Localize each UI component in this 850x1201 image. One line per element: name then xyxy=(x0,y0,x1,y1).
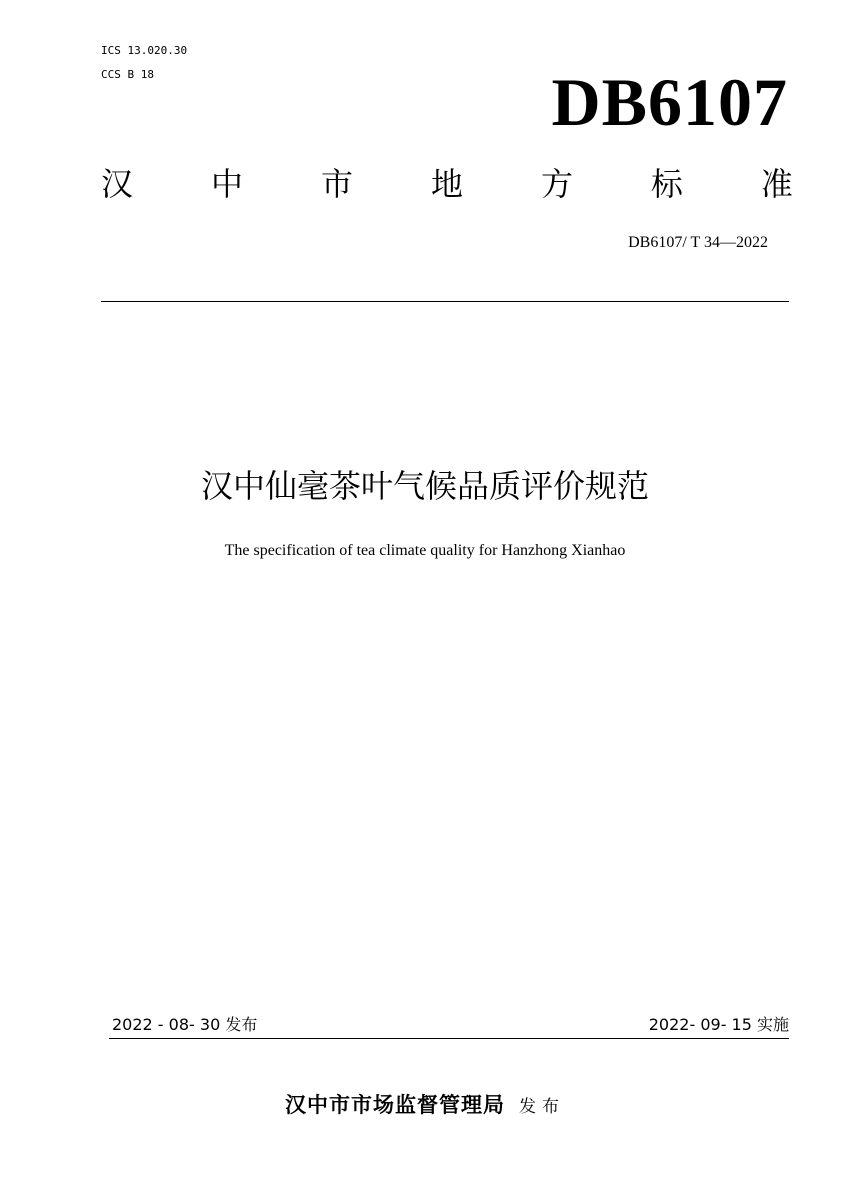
db-code-heading: DB6107 xyxy=(551,64,788,140)
publish-date: 2022 - 08- 30 发布 xyxy=(112,1015,258,1034)
document-title-chinese: 汉中仙毫茶叶气候品质评价规范 xyxy=(200,467,649,505)
header-divider xyxy=(101,301,789,302)
standard-type-char: 方 xyxy=(540,165,573,203)
standard-type-heading xyxy=(101,162,793,206)
issuer-line xyxy=(0,1090,850,1122)
ics-code: ICS 13.020.30 xyxy=(101,44,188,57)
standard-type-char: 标 xyxy=(650,165,683,203)
implement-date: 2022- 09- 15 实施 xyxy=(648,1015,789,1034)
issue-label: 发布 xyxy=(519,1097,565,1117)
standard-type-char: 市 xyxy=(320,165,353,203)
standard-type-char: 准 xyxy=(760,165,793,203)
standard-type-char: 地 xyxy=(430,165,463,203)
standard-number: DB6107/ T 34—2022 xyxy=(628,234,768,251)
standard-type-char: 汉 xyxy=(101,165,134,203)
standard-type-char: 中 xyxy=(210,165,243,203)
date-divider xyxy=(109,1038,789,1039)
ccs-code: CCS B 18 xyxy=(101,68,154,81)
issuer-name: 汉中市市场监督管理局 xyxy=(285,1093,505,1117)
document-title-english: The specification of tea climate quality for Hanzhong Xianhao xyxy=(224,542,626,559)
